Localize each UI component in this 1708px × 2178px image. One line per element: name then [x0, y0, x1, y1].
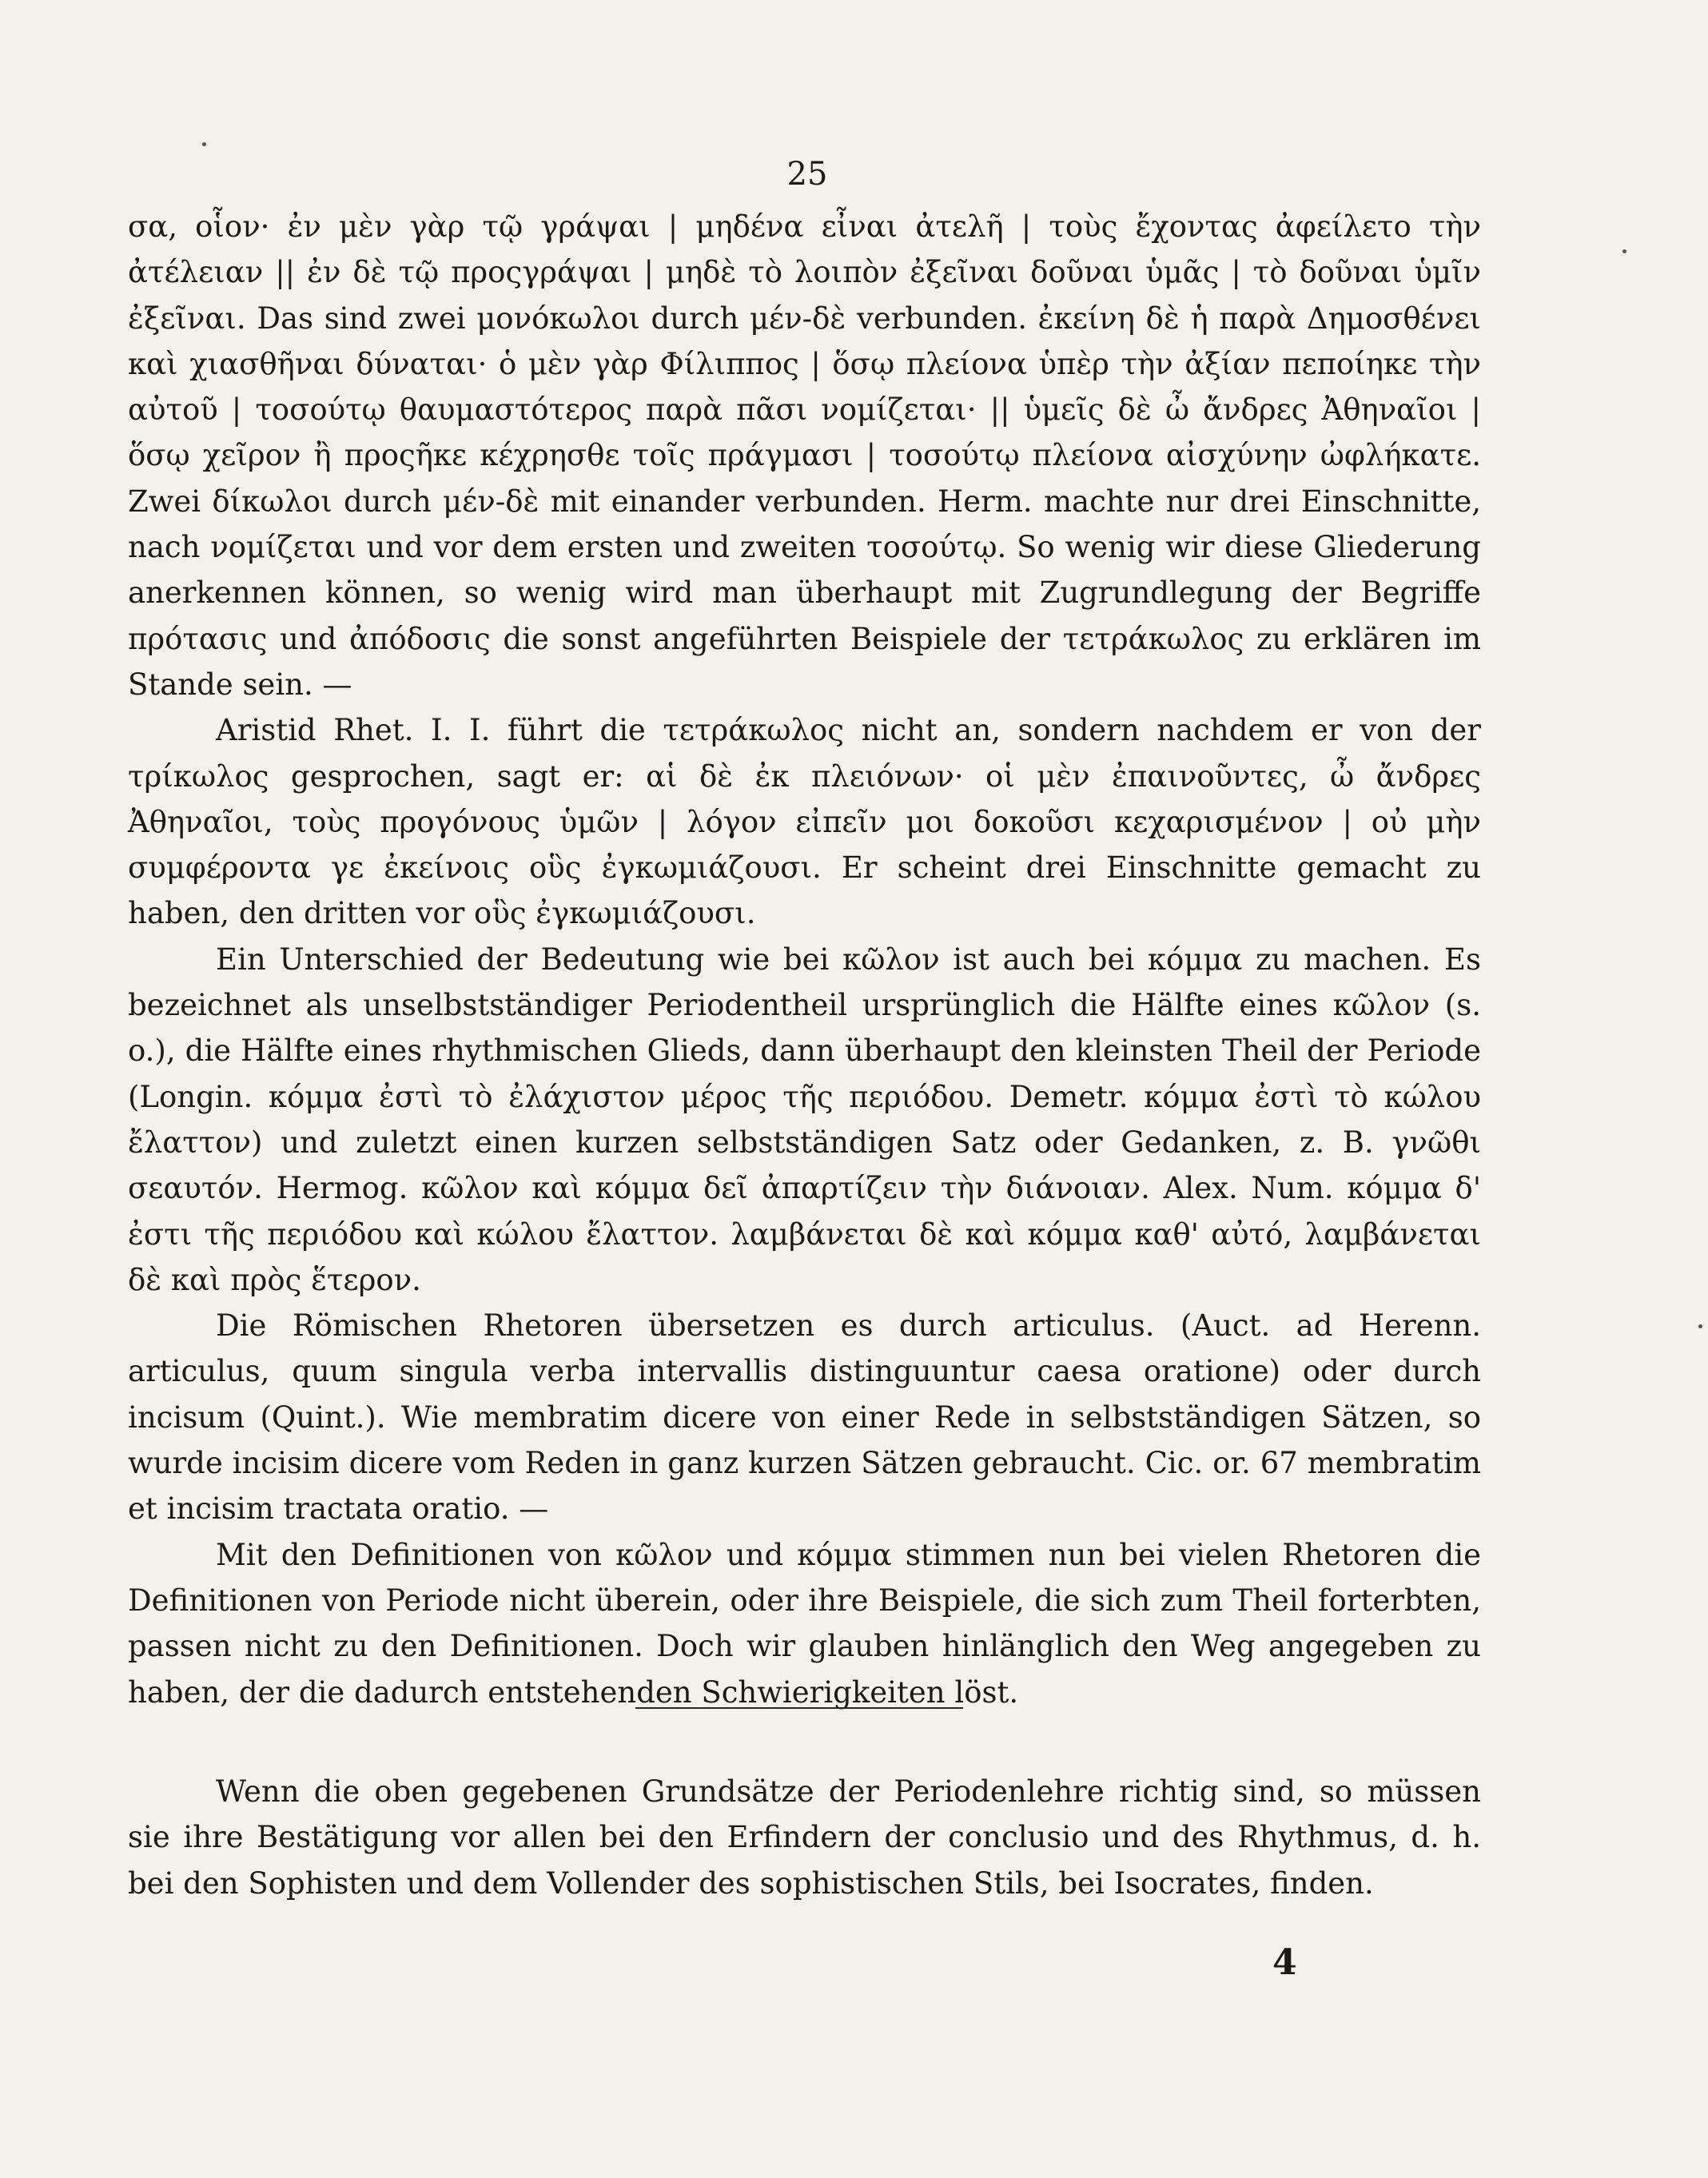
- print-speck: [1622, 249, 1626, 253]
- paragraph-continuation: σα, οἷον· ἐν μὲν γὰρ τῷ γράψαι | μηδένα εἶναι ἀτελῆ | τοὺς ἔχοντας ἀφείλετο τὴν ἀτέλειαν || ἐν δὲ τῷ προςγράψαι | μηδὲ τὸ λοιπὸν ἐξεῖναι δοῦναι ὑμᾶς | τὸ δοῦναι ὑμῖν ἐξεῖναι. Das sind zwei μονόκωλοι durch μέν-δὲ verbunden. ἐκείνη δὲ ἡ παρὰ Δημοσθένει καὶ χιασθῆναι δύναται· ὁ μὲν γὰρ Φίλιππος | ὅσῳ πλείονα ὑπὲρ τὴν ἀξίαν πεποίηκε τὴν αὐτοῦ | τοσούτῳ θαυμαστότερος παρὰ πᾶσι νομίζεται· || ὑμεῖς δὲ ὦ ἄνδρες Ἀθηναῖοι | ὅσῳ χεῖρον ἢ προςῆκε κέχρησθε τοῖς πράγμασι | τοσούτῳ πλείονα αἰσχύνην ὠφλήκατε. Zwei δίκωλοι durch μέν-δὲ mit einander verbunden. Herm. machte nur drei Einschnitte, nach νομίζεται und vor dem ersten und zweiten τοσούτῳ. So wenig wir diese Gliederung anerkennen können, so wenig wird man überhaupt mit Zugrundlegung der Begriffe πρότασις und ἀπόδοσις die sonst angeführten Beispiele der τετράκωλος zu erklären im Stande sein. —: [128, 209, 1481, 702]
- page-number: 25: [786, 156, 828, 193]
- paragraph-roman-rhetors: Die Römischen Rhetoren übersetzen es durch articulus. (Auct. ad Herenn. articulus, quum singula verba intervallis distinguuntur caesa oratione) oder durch incisum (Quint.). Wie membratim dicere von einer Rede in selbstständigen Sätzen, so wurde incisim dicere vom Reden in ganz kurzen Sätzen gebraucht. Cic. or. 67 membratim et incisim tractata oratio. —: [128, 1308, 1481, 1527]
- paragraph-isocrates: Wenn die oben gegebenen Grundsätze der Periodenlehre richtig sind, so müssen sie ihre Bestätigung vor allen bei den Erfindern der conclusio und des Rhythmus, d. h. bei den Sophisten und dem Vollender des sophistischen Stils, bei Isocrates, finden.: [128, 1774, 1481, 1901]
- paragraph-aristid: Aristid Rhet. I. I. führt die τετράκωλος nicht an, sondern nachdem er von der τρίκωλος gesprochen, sagt er: αἱ δὲ ἐκ πλειόνων· οἱ μὲν ἐπαινοῦντες, ὦ ἄνδρες Ἀθηναῖοι, τοὺς προγόνους ὑμῶν | λόγον εἰπεῖν μοι δοκοῦσι κεχαρισμένον | οὐ μὴν συμφέροντα γε ἐκείνοις οὓς ἐγκωμιάζουσι. Er scheint drei Einschnitte gemacht zu haben, den dritten vor οὓς ἐγκωμιάζουσι.: [128, 713, 1481, 931]
- section-separator: [635, 1707, 963, 1709]
- print-speck: [1698, 1324, 1702, 1328]
- body-text: [128, 204, 1481, 1715]
- paragraph-komma: Ein Unterschied der Bedeutung wie bei κῶλον ist auch bei κόμμα zu machen. Es bezeichnet als unselbstständiger Periodentheil ursprünglich die Hälfte eines κῶλον (s. o.), die Hälfte eines rhythmischen Glieds, dann überhaupt den kleinsten Theil der Periode (Longin. κόμμα ἐστὶ τὸ ἐλάχιστον μέρος τῆς περιόδου. Demetr. κόμμα ἐστὶ τὸ κώλου ἔλαττον) und zuletzt einen kurzen selbstständigen Satz oder Gedanken, z. B. γνῶθι σεαυτόν. Hermog. κῶλον καὶ κόμμα δεῖ ἀπαρτίζειν τὴν διάνοιαν. Alex. Num. κόμμα δ' ἐστι τῆς περιόδου καὶ κώλου ἔλαττον. λαμβάνεται δὲ καὶ κόμμα καθ' αὐτό, λαμβάνεται δὲ καὶ πρὸς ἕτερον.: [128, 942, 1481, 1297]
- print-speck: [202, 142, 206, 146]
- signature-mark: 4: [1272, 1942, 1297, 1983]
- paragraph-definitions: Mit den Definitionen von κῶλον und κόμμα stimmen nun bei vielen Rhetoren die Definitionen von Periode nicht überein, oder ihre Beispiele, die sich zum Theil forterbten, passen nicht zu den Definitionen. Doch wir glauben hinlänglich den Weg angegeben zu haben, der die dadurch entstehenden Schwierigkeiten löst.: [128, 1537, 1481, 1710]
